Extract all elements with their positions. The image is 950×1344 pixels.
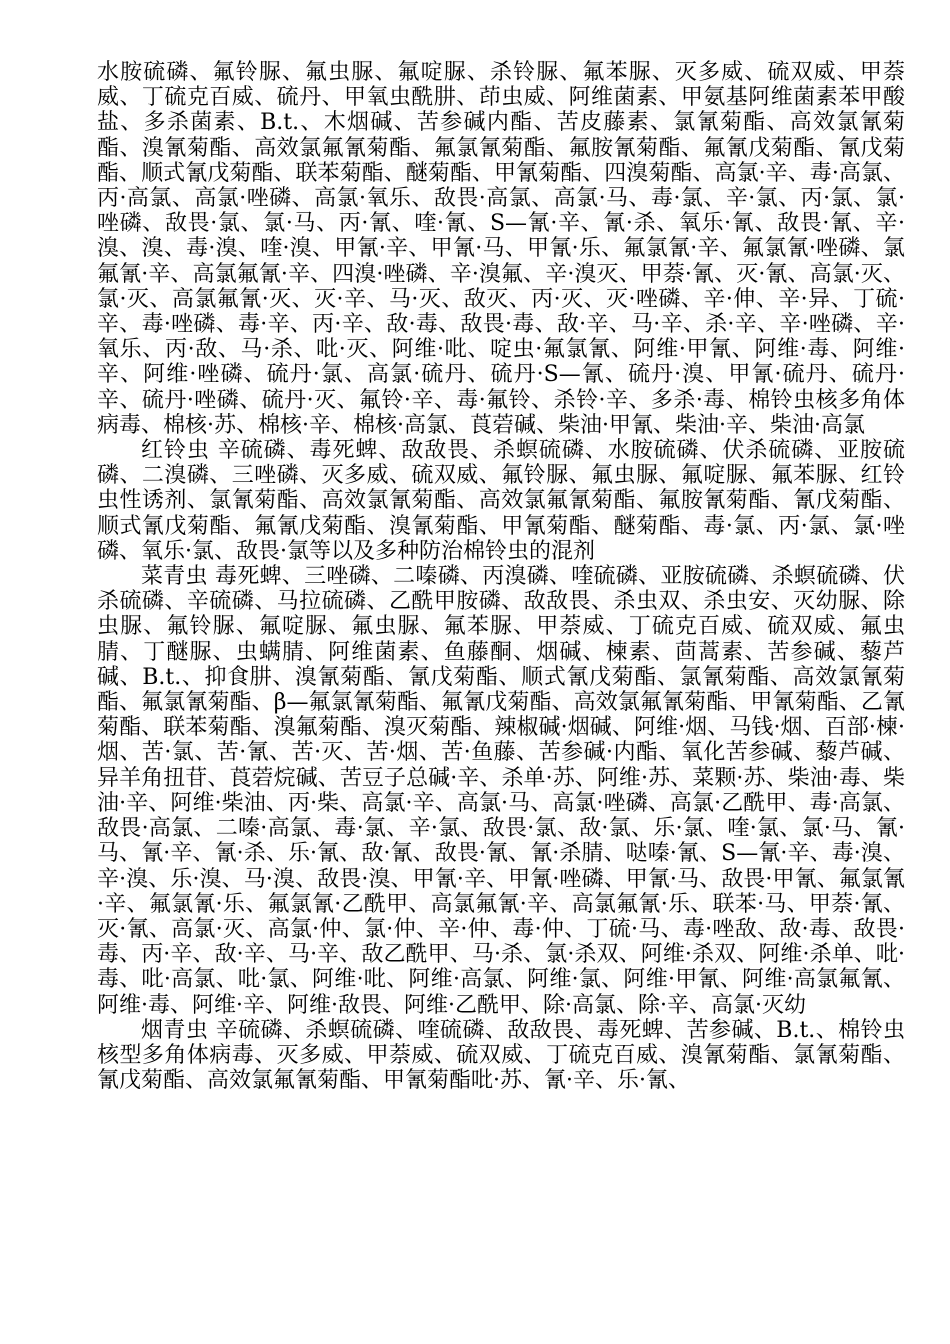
document-page (97, 60, 905, 1093)
paragraph-cabbage-caterpillar: 菜青虫 毒死蜱、三唑磷、二嗪磷、丙溴磷、喹硫磷、亚胺硫磷、杀螟硫磷、伏杀硫磷、辛硫磷、马拉硫磷、乙酰甲胺磷、敌敌畏、杀虫双、杀虫安、灭幼脲、除虫脲、氟铃脲、氟啶脲、氟虫脲、氟苯脲、甲萘威、丁硫克百威、硫双威、氟虫腈、丁醚脲、虫螨腈、阿维菌素、鱼藤酮、烟碱、楝素、茴蒿素、苦参碱、藜芦碱、B.t.、抑食肼、溴氰菊酯、氰戊菊酯、顺式氰戊菊酯、氯氰菊酯、高效氯氰菊酯、氟氯氰菊酯、β—氟氯氰菊酯、氟氰戊菊酯、高效氯氟氰菊酯、甲氰菊酯、乙氰菊酯、联苯菊酯、溴氟菊酯、溴灭菊酯、辣椒碱·烟碱、阿维·烟、马钱·烟、百部·楝·烟、苦·氯、苦·氰、苦·灭、苦·烟、苦·鱼藤、苦参碱·内酯、氧化苦参碱、藜芦碱、异羊角扭苷、莨菪烷碱、苦豆子总碱·辛、杀单·苏、阿维·苏、菜颗·苏、柴油·毒、柴油·辛、阿维·柴油、丙·柴、高氯·辛、高氯·马、高氯·唑磷、高氯·乙酰甲、毒·高氯、敌畏·高氯、二嗪·高氯、毒·氯、辛·氯、敌畏·氯、敌·氯、乐·氯、喹·氯、氯·马、氰·马、氰·辛、氰·杀、乐·氰、敌·氰、敌畏·氰、氰·杀腈、哒嗪·氰、S—氰·辛、毒·溴、辛·溴、乐·溴、马·溴、敌畏·溴、甲氰·辛、甲氰·唑磷、甲氰·马、敌畏·甲氰、氟氯氰·辛、氟氯氰·乐、氟氯氰·乙酰甲、高氯氟氰·辛、高氯氟氰·乐、联苯·马、甲萘·氰、灭·氰、高氯·灭、高氯·仲、氯·仲、辛·仲、毒·仲、丁硫·马、毒·唑敌、敌·毒、敌畏·毒、丙·辛、敌·辛、马·辛、敌乙酰甲、马·杀、氯·杀双、阿维·杀双、阿维·杀单、吡·毒、吡·高氯、吡·氯、阿维·吡、阿维·高氯、阿维·氯、阿维·甲氰、阿维·高氯氟氰、阿维·毒、阿维·辛、阿维·敌畏、阿维·乙酰甲、除·高氯、除·辛、高氯·灭幼 (97, 564, 905, 1018)
paragraph-pink-bollworm: 红铃虫 辛硫磷、毒死蜱、敌敌畏、杀螟硫磷、水胺硫磷、伏杀硫磷、亚胺硫磷、二溴磷、三唑磷、灭多威、硫双威、氟铃脲、氟虫脲、氟啶脲、氟苯脲、红铃虫性诱剂、氯氰菊酯、高效氯氰菊酯、高效氯氟氰菊酯、氟胺氰菊酯、氰戊菊酯、顺式氰戊菊酯、氟氰戊菊酯、溴氰菊酯、甲氰菊酯、醚菊酯、毒·氯、丙·氯、氯·唑磷、氧乐·氯、敌畏·氯等以及多种防治棉铃虫的混剂 (97, 438, 905, 564)
paragraph-continuation: 水胺硫磷、氟铃脲、氟虫脲、氟啶脲、杀铃脲、氟苯脲、灭多威、硫双威、甲萘威、丁硫克百威、硫丹、甲氧虫酰肼、茚虫威、阿维菌素、甲氨基阿维菌素苯甲酸盐、多杀菌素、B.t.、木烟碱、苦参碱内酯、苦皮藤素、氯氰菊酯、高效氯氰菊酯、溴氰菊酯、高效氯氟氰菊酯、氟氯氰菊酯、氟胺氰菊酯、氟氰戊菊酯、氰戊菊酯、顺式氰戊菊酯、联苯菊酯、醚菊酯、甲氰菊酯、四溴菊酯、高氯·辛、毒·高氯、丙·高氯、高氯·唑磷、高氯·氧乐、敌畏·高氯、高氯·马、毒·氯、辛·氯、丙·氯、氯·唑磷、敌畏·氯、氯·马、丙·氰、喹·氰、S—氰·辛、氰·杀、氧乐·氰、敌畏·氰、辛·溴、溴、毒·溴、喹·溴、甲氰·辛、甲氰·马、甲氰·乐、氟氯氰·辛、氟氯氰·唑磷、氯氟氰·辛、高氯氟氰·辛、四溴·唑磷、辛·溴氟、辛·溴灭、甲萘·氰、灭·氰、高氯·灭、氯·灭、高氯氟氰·灭、灭·辛、马·灭、敌灭、丙·灭、灭·唑磷、辛·伸、辛·异、丁硫·辛、毒·唑磷、毒·辛、丙·辛、敌·毒、敌畏·毒、敌·辛、马·辛、杀·辛、辛·唑磷、辛·氧乐、丙·敌、马·杀、吡·灭、阿维·吡、啶虫·氟氯氰、阿维·甲氰、阿维·毒、阿维·辛、阿维·唑磷、硫丹·氯、高氯·硫丹、硫丹·S—氰、硫丹·溴、甲氰·硫丹、硫丹·辛、硫丹·唑磷、硫丹·灭、氟铃·辛、毒·氟铃、杀铃·辛、多杀·毒、棉铃虫核多角体病毒、棉核·苏、棉核·辛、棉核·高氯、莨菪碱、柴油·甲氰、柴油·辛、柴油·高氯 (97, 60, 905, 438)
paragraph-tobacco-budworm: 烟青虫 辛硫磷、杀螟硫磷、喹硫磷、敌敌畏、毒死蜱、苦参碱、B.t.、棉铃虫核型多角体病毒、灭多威、甲萘威、硫双威、丁硫克百威、溴氰菊酯、氯氰菊酯、氰戊菊酯、高效氯氟氰菊酯、甲氰菊酯吡·苏、氰·辛、乐·氰、 (97, 1017, 905, 1094)
